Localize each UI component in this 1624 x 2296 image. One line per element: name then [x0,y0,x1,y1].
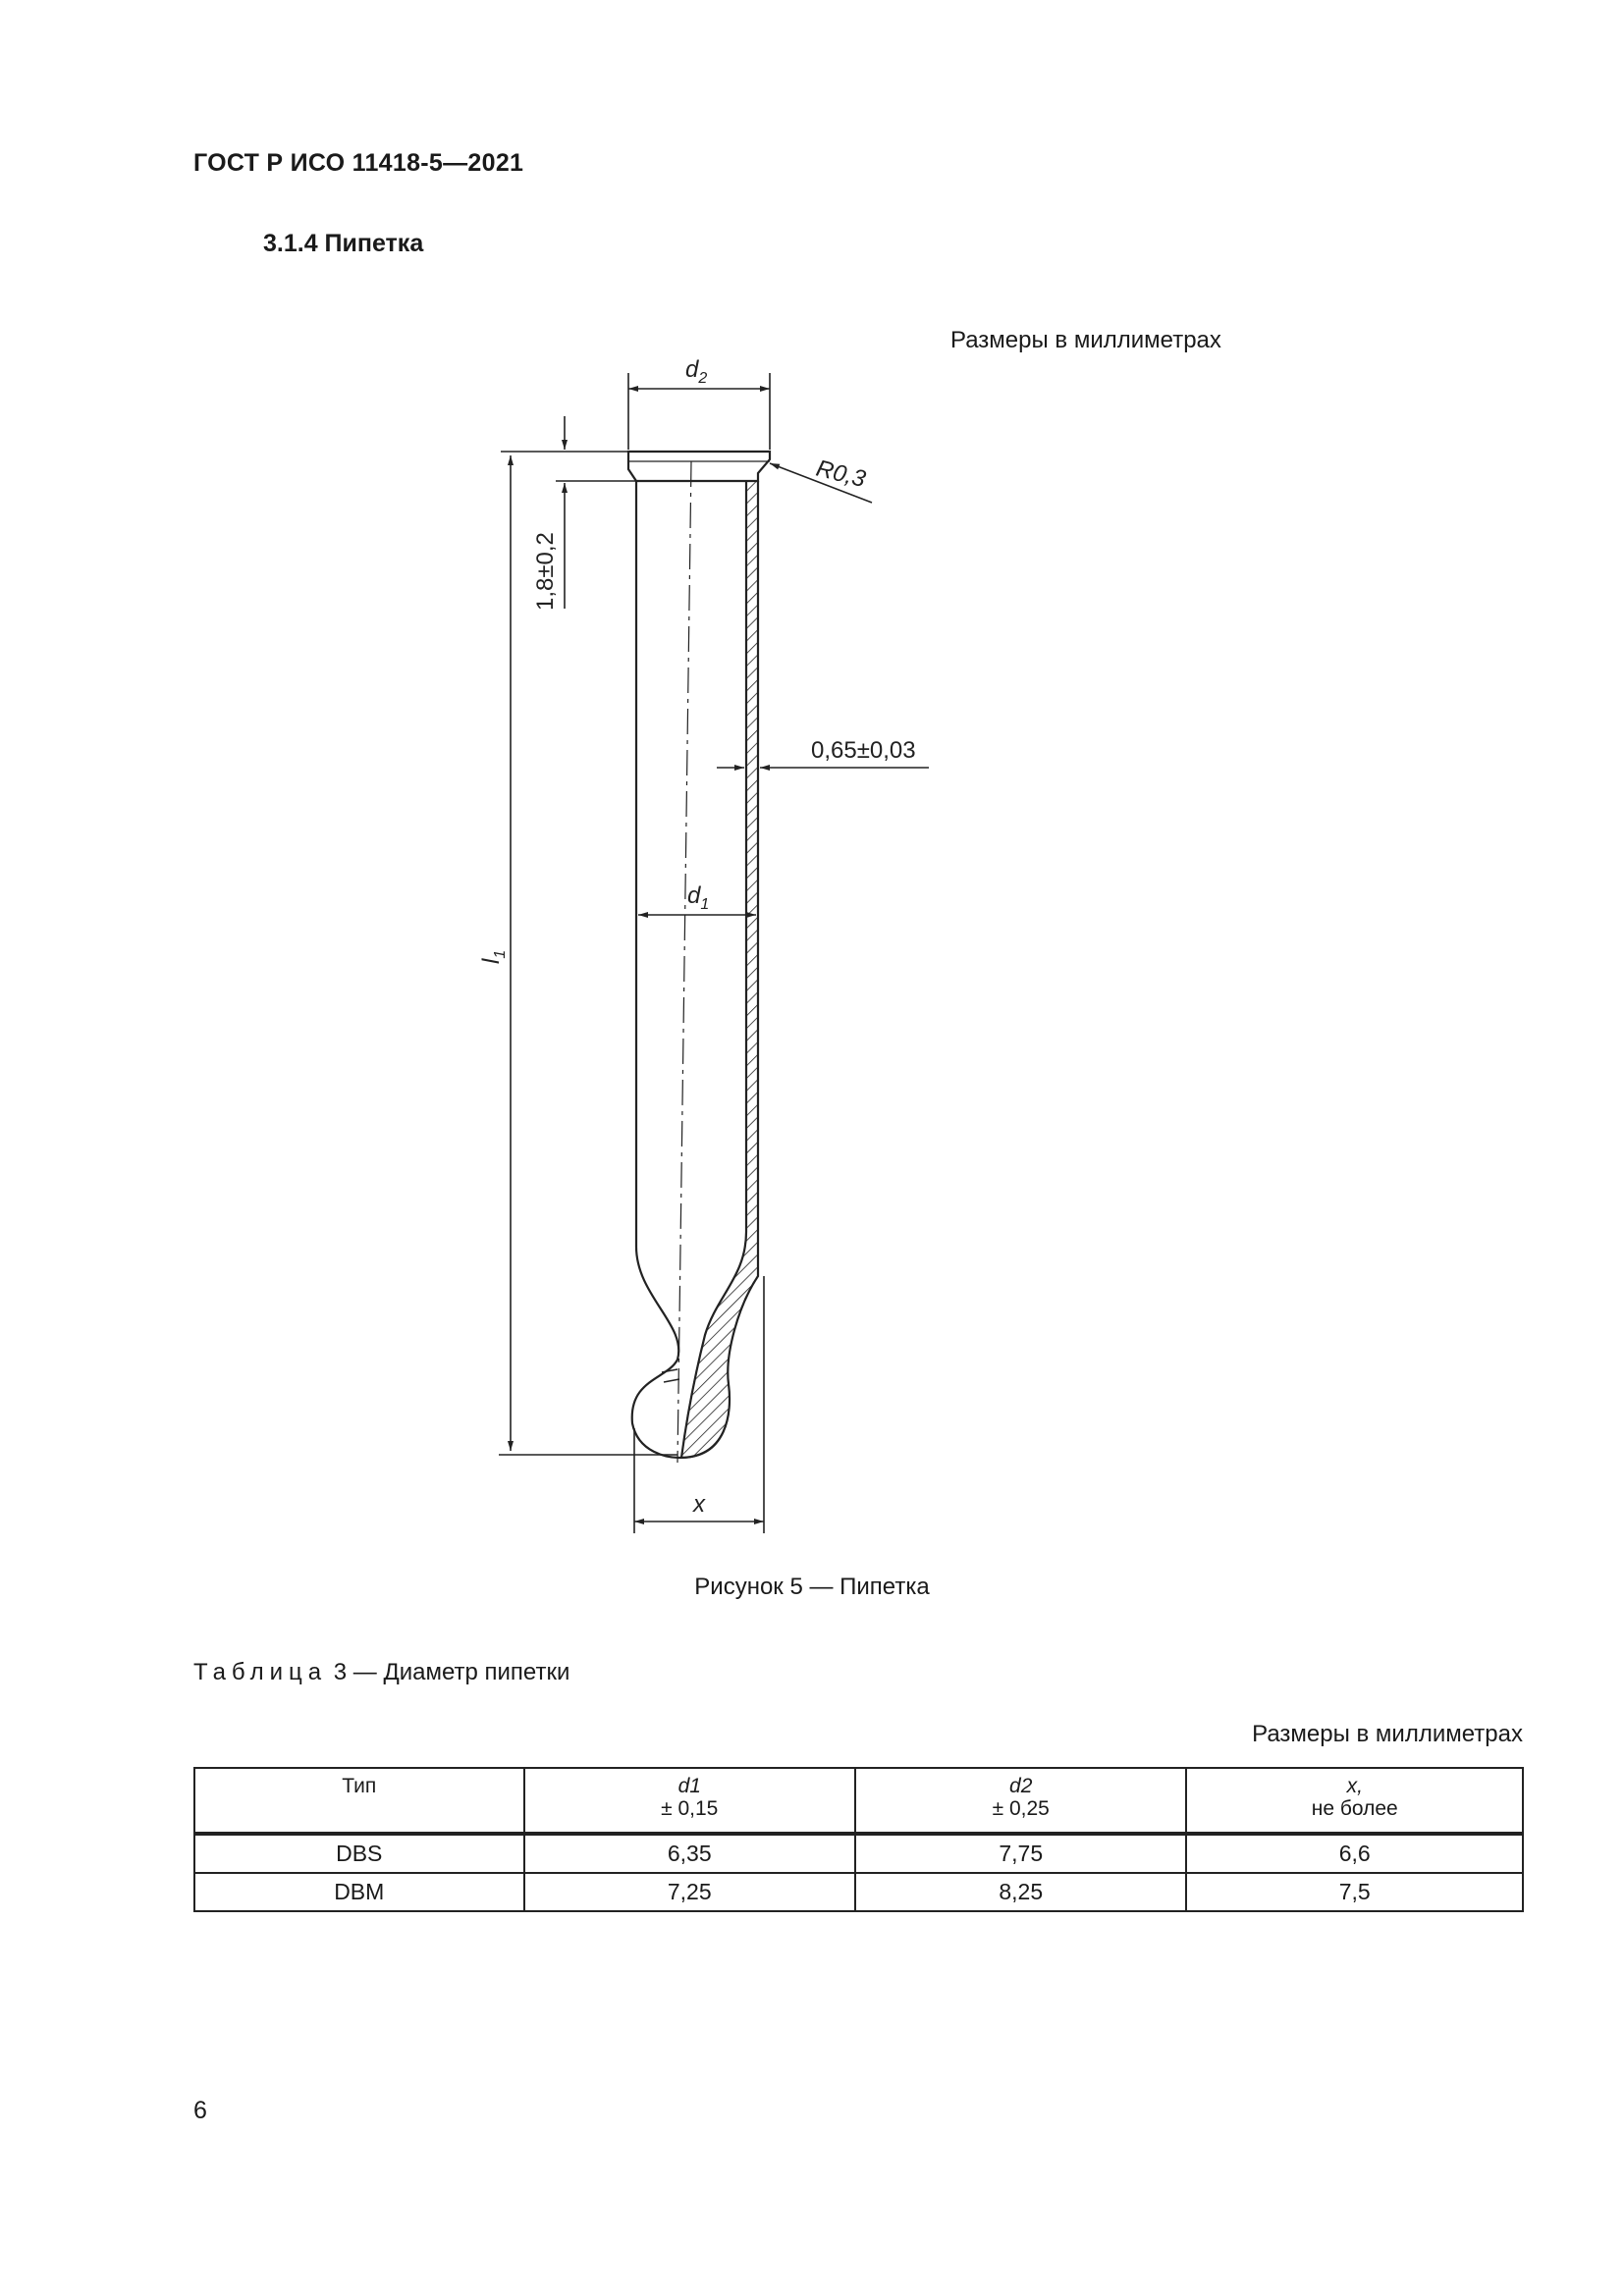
figure-caption: Рисунок 5 — Пипетка [694,1574,930,1600]
page-number: 6 [193,2097,207,2124]
label-wall: 0,65±0,03 [811,737,916,764]
header-x: x, не более [1186,1768,1523,1834]
figure-units-note: Размеры в миллиметрах [950,327,1221,353]
label-radius: R0,3 [813,454,869,494]
pipette-diameter-table [193,1767,1524,1912]
label-d1: $d_1$ [687,882,710,913]
table-row [194,1873,1523,1911]
cell-type: DBS [194,1834,524,1873]
header-type: Тип [194,1768,524,1834]
header-d2: d2 ± 0,25 [855,1768,1186,1834]
cell-d2: 8,25 [855,1873,1186,1911]
table-caption-text: 3 — Диаметр пипетки [333,1659,570,1685]
label-rim: 1,8±0,2 [532,532,559,611]
table-caption-word: Таблица [193,1659,328,1685]
cell-d1: 7,25 [524,1873,855,1911]
table-row [194,1834,1523,1873]
cell-type: DBM [194,1873,524,1911]
document-header: ГОСТ Р ИСО 11418-5—2021 [193,149,524,177]
label-x: x [693,1491,705,1518]
header-d1: d1 ± 0,15 [524,1768,855,1834]
section-title: 3.1.4 Пипетка [263,230,424,257]
label-l1: $l_1$ [478,949,509,964]
table-header-row [194,1768,1523,1834]
centerline [677,461,691,1463]
cell-x: 7,5 [1186,1873,1523,1911]
dim-rim [501,416,636,609]
wall-section-hatch [681,481,758,1458]
cell-x: 6,6 [1186,1834,1523,1873]
table-units-note: Размеры в миллиметрах [1252,1721,1523,1747]
cell-d1: 6,35 [524,1834,855,1873]
label-d2: $d_2$ [685,356,708,387]
cell-d2: 7,75 [855,1834,1186,1873]
table-caption [193,1659,569,1686]
